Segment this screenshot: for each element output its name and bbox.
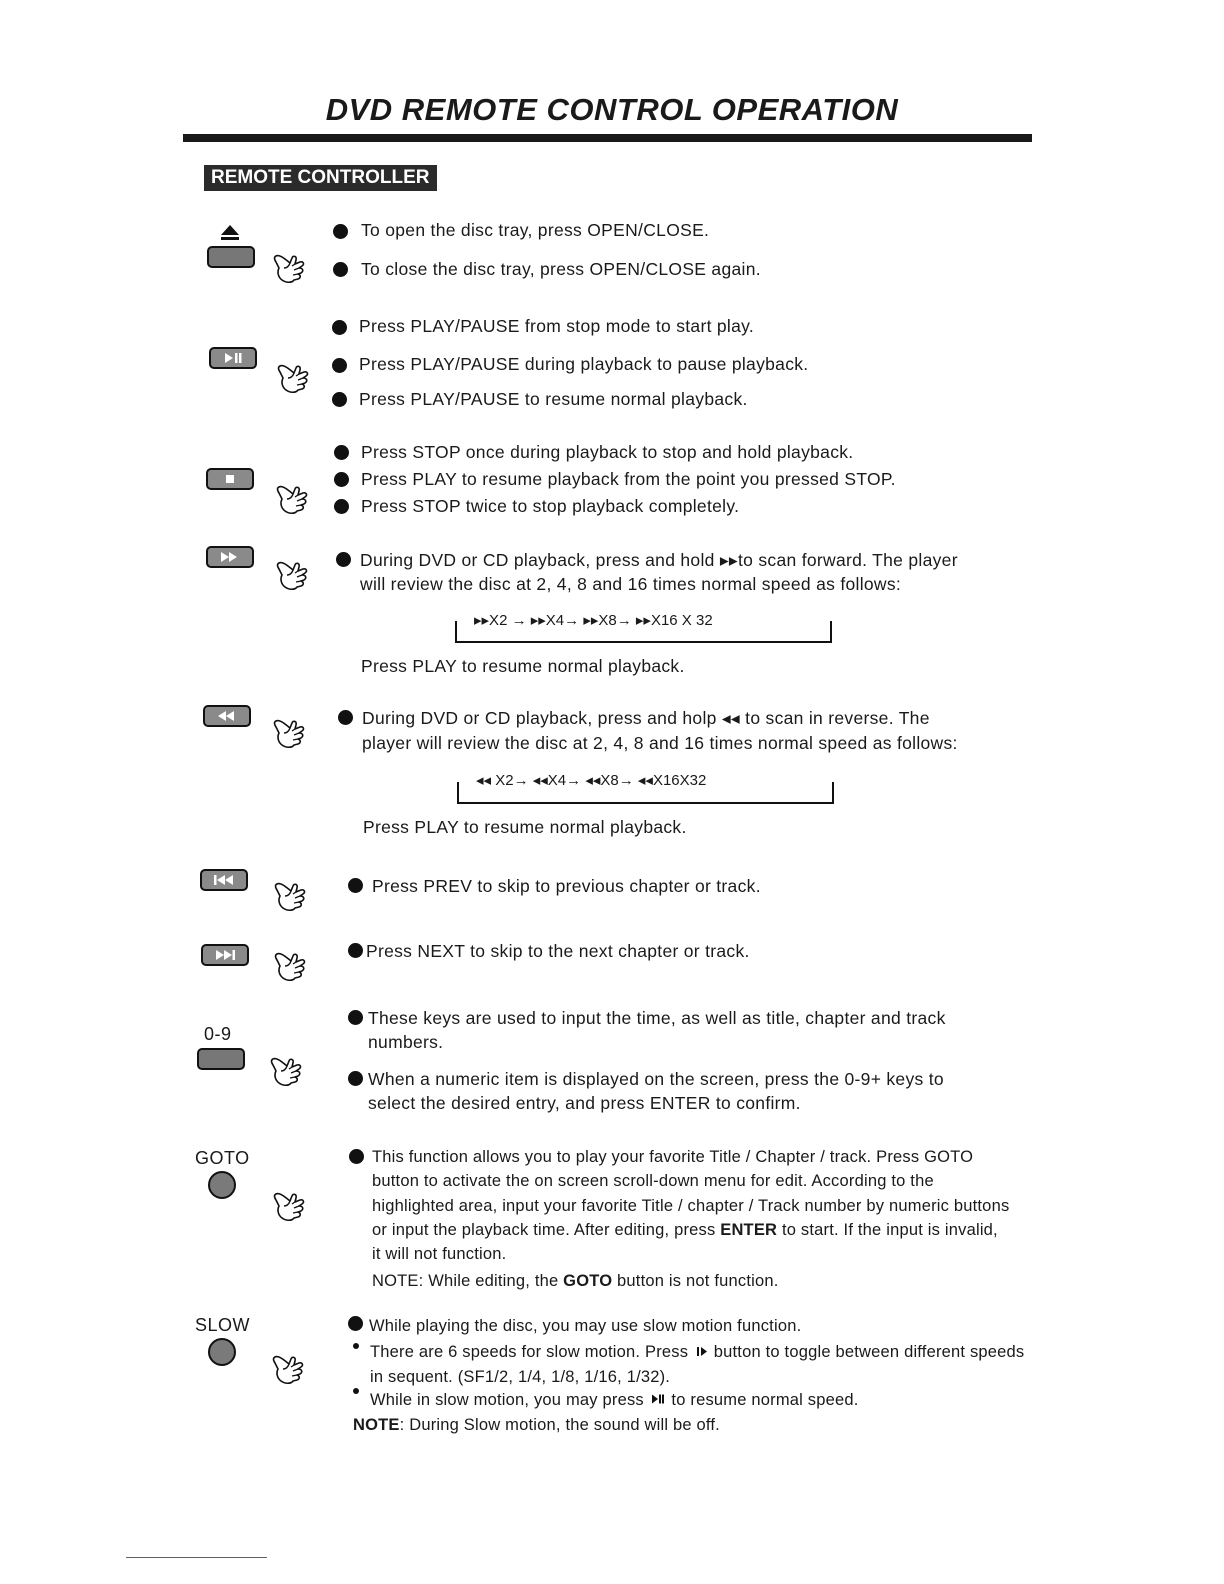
next-line: Press NEXT to skip to the next chapter or track.: [366, 941, 750, 961]
numeric-line: select the desired entry, and press ENTER to confirm.: [368, 1093, 801, 1113]
page-title: DVD REMOTE CONTROL OPERATION: [325, 92, 899, 127]
forward-scan-button[interactable]: [206, 546, 254, 568]
play-pause-button[interactable]: [209, 347, 257, 369]
numeric-line: When a numeric item is displayed on the screen, press the 0-9+ keys to: [368, 1069, 944, 1089]
goto-line: highlighted area, input your favorite Title / chapter / Track number by numeric buttons: [372, 1197, 1010, 1215]
open-close-line: To close the disc tray, press OPEN/CLOSE again.: [361, 259, 761, 279]
hand-press-icon: [276, 360, 316, 396]
hand-press-icon: [269, 1053, 309, 1089]
skip-previous-icon: [210, 873, 238, 887]
slow-button[interactable]: [208, 1338, 236, 1366]
bullet-icon: [336, 552, 351, 567]
hand-press-icon: [272, 715, 312, 751]
slow-note: NOTE: During Slow motion, the sound will be off.: [353, 1416, 720, 1434]
section-label: REMOTE CONTROLLER: [204, 165, 437, 191]
reverse-line: During DVD or CD playback, press and holp ◂◂ to scan in reverse. The: [362, 708, 930, 728]
stop-line: Press PLAY to resume playback from the point you pressed STOP.: [361, 469, 896, 489]
bullet-icon: [332, 358, 347, 373]
slow-key-label: SLOW: [195, 1315, 251, 1335]
slow-line: in sequent. (SF1/2, 1/4, 1/8, 1/16, 1/32).: [370, 1368, 671, 1386]
bullet-icon: [334, 499, 349, 514]
open-close-line: To open the disc tray, press OPEN/CLOSE.: [361, 220, 710, 240]
slow-line: While in slow motion, you may press to resume normal speed.: [370, 1391, 859, 1409]
numeric-line: These keys are used to input the time, as well as title, chapter and track: [368, 1008, 946, 1028]
bullet-icon: [338, 710, 353, 725]
open-close-button[interactable]: [207, 246, 255, 268]
numeric-key-label: 0-9: [204, 1024, 232, 1044]
hand-press-icon: [271, 1351, 311, 1387]
slow-step-icon: [693, 1345, 709, 1357]
stop-button[interactable]: [206, 468, 254, 490]
bullet-icon: [334, 472, 349, 487]
fast-reverse-icon: [214, 709, 240, 723]
reverse-sequence: ◂◂ X2→ ◂◂X4→ ◂◂X8→ ◂◂X16X32: [472, 771, 710, 789]
stop-line: Press STOP twice to stop playback completely.: [361, 496, 740, 516]
next-button[interactable]: [201, 944, 249, 966]
fast-forward-icon: [217, 550, 243, 564]
hand-press-icon: [273, 948, 313, 984]
stop-icon: [223, 472, 237, 486]
goto-line: or input the playback time. After editing, press ENTER to start. If the input is invalid,: [372, 1221, 998, 1239]
prev-line: Press PREV to skip to previous chapter or track.: [372, 876, 761, 896]
reverse-scan-button[interactable]: [203, 705, 251, 727]
forward-line: will review the disc at 2, 4, 8 and 16 times normal speed as follows:: [360, 574, 902, 594]
bullet-icon: [348, 943, 363, 958]
goto-line: button to activate the on screen scroll-down menu for edit. According to the: [372, 1172, 934, 1190]
bullet-icon: [349, 1149, 364, 1164]
slow-line: There are 6 speeds for slow motion. Press button to toggle between different speeds: [370, 1343, 1025, 1361]
goto-note: NOTE: While editing, the GOTO button is not function.: [372, 1272, 779, 1290]
eject-icon: [219, 223, 241, 243]
goto-line: it will not function.: [372, 1245, 507, 1263]
forward-after: Press PLAY to resume normal playback.: [361, 656, 685, 676]
goto-key-label: GOTO: [195, 1148, 250, 1168]
play-pause-line: Press PLAY/PAUSE during playback to pause playback.: [359, 354, 809, 374]
bullet-icon: [333, 224, 348, 239]
title-rule: [183, 134, 1032, 142]
bullet-icon: [332, 392, 347, 407]
play-pause-small-icon: [649, 1393, 667, 1405]
small-bullet-icon: [353, 1343, 359, 1349]
bullet-icon: [348, 1316, 363, 1331]
play-pause-line: Press PLAY/PAUSE to resume normal playback.: [359, 389, 748, 409]
hand-press-icon: [275, 557, 315, 593]
forward-sequence: ▸▸X2 → ▸▸X4→ ▸▸X8→ ▸▸X16 X 32: [470, 611, 717, 629]
slow-line: While playing the disc, you may use slow motion function.: [369, 1317, 802, 1335]
small-bullet-icon: [353, 1388, 359, 1394]
bullet-icon: [348, 1071, 363, 1086]
footer-divider: [126, 1557, 267, 1558]
prev-button[interactable]: [200, 869, 248, 891]
goto-line: This function allows you to play your favorite Title / Chapter / track. Press GOTO: [372, 1148, 974, 1166]
skip-next-icon: [211, 948, 239, 962]
play-pause-icon: [218, 351, 248, 365]
hand-press-icon: [272, 1188, 312, 1224]
numeric-keys-button[interactable]: [197, 1048, 245, 1070]
forward-line: During DVD or CD playback, press and hold ▸▸to scan forward. The player: [360, 550, 958, 570]
numeric-line: numbers.: [368, 1032, 444, 1052]
bullet-icon: [348, 878, 363, 893]
hand-press-icon: [275, 481, 315, 517]
reverse-after: Press PLAY to resume normal playback.: [363, 817, 687, 837]
reverse-line: player will review the disc at 2, 4, 8 and 16 times normal speed as follows:: [362, 733, 958, 753]
bullet-icon: [348, 1010, 363, 1025]
hand-press-icon: [273, 878, 313, 914]
hand-press-icon: [272, 250, 312, 286]
stop-line: Press STOP once during playback to stop and hold playback.: [361, 442, 854, 462]
goto-button[interactable]: [208, 1171, 236, 1199]
bullet-icon: [334, 445, 349, 460]
play-pause-line: Press PLAY/PAUSE from stop mode to start play.: [359, 316, 755, 336]
bullet-icon: [333, 262, 348, 277]
bullet-icon: [332, 320, 347, 335]
